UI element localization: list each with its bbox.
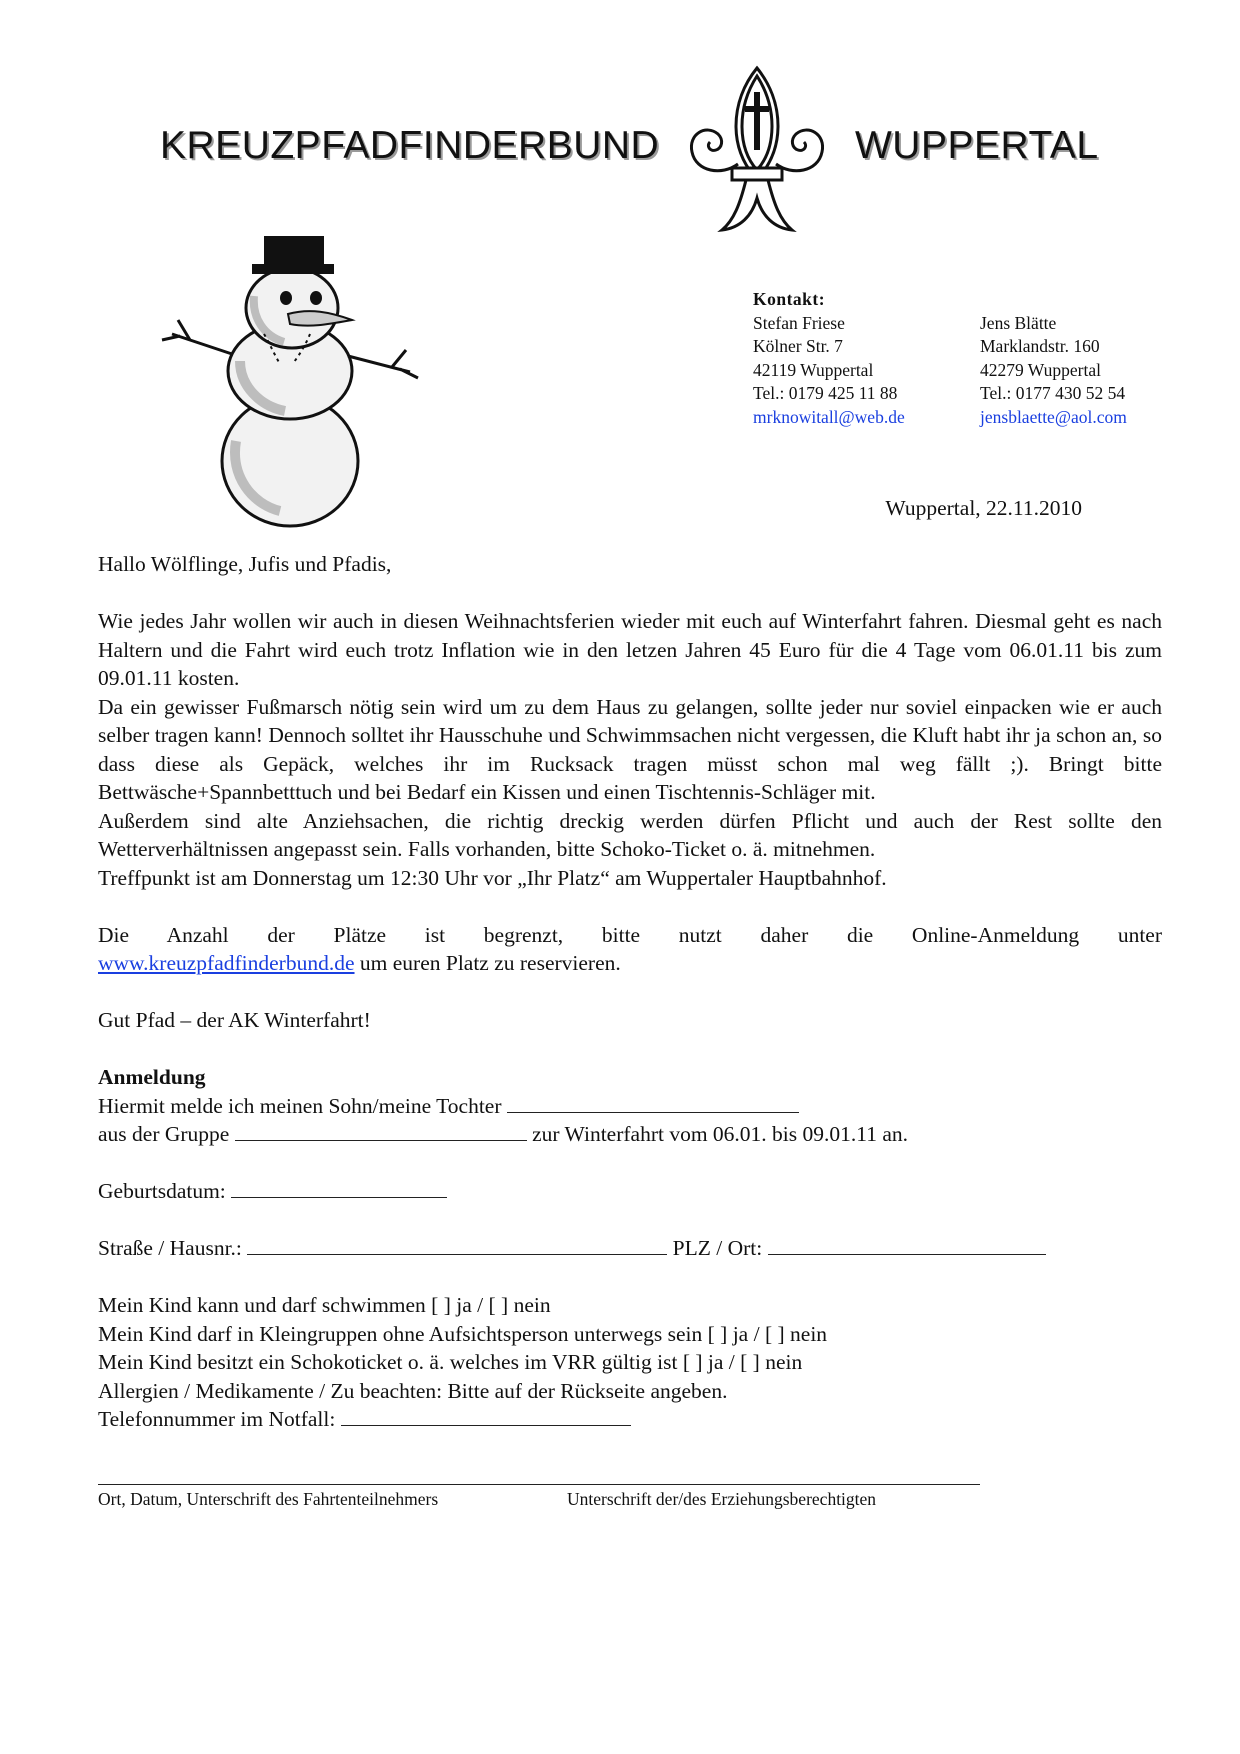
signature-left-caption: Ort, Datum, Unterschrift des Fahrtenteilnehmers — [98, 1489, 439, 1509]
date-line: Wuppertal, 22.11.2010 — [885, 496, 1082, 520]
street-field[interactable] — [247, 1234, 667, 1255]
form-phone-line — [98, 1405, 1162, 1434]
form-birth-line — [98, 1177, 1162, 1206]
paragraph-clothing: Außerdem sind alte Anziehsachen, die richtig dreckig werden dürfen Pflicht und auch der Rest sollte den Wetterverhältnissen angepasst sein. Falls vorhanden, bitte Schoko-Ticket o. ä. mitnehmen. — [98, 808, 1162, 861]
small-groups-question[interactable]: Mein Kind darf in Kleingruppen ohne Aufsichtsperson unterwegs sein [ ] ja / [ ] nein — [98, 1321, 828, 1346]
swim-question[interactable]: Mein Kind kann und darf schwimmen [ ] ja / [ ] nein — [98, 1293, 551, 1317]
emergency-phone-label: Telefonnummer im Notfall: — [98, 1407, 336, 1431]
birthdate-label: Geburtsdatum: — [98, 1179, 226, 1203]
contact1-phone: Tel.: 0179 425 11 88 — [753, 383, 898, 403]
child-name-label: Hiermit melde ich meinen Sohn/meine Tochter — [98, 1093, 502, 1118]
form-child-line — [98, 1092, 1162, 1121]
paragraph-registration-2 — [98, 949, 1162, 978]
signature-right-caption: Unterschrift der/des Erziehungsberechtigten — [567, 1489, 877, 1509]
contact2-city: 42279 Wuppertal — [980, 359, 1101, 380]
form-heading: Anmeldung — [98, 1065, 206, 1089]
paragraph-registration: Die Anzahl der Plätze ist begrenzt, bitte nutzt daher die Online-Anmeldung unter — [98, 922, 1162, 947]
trip-dates-text: zur Winterfahrt vom 06.01. bis 09.01.11 an. — [532, 1122, 909, 1146]
contact2-name: Jens Blätte — [980, 312, 1057, 333]
child-name-field[interactable] — [507, 1092, 799, 1113]
birthdate-field[interactable] — [231, 1177, 447, 1198]
plz-city-field[interactable] — [768, 1234, 1046, 1255]
contact1-email[interactable]: mrknowitall@web.de — [753, 406, 905, 427]
contact2-phone: Tel.: 0177 430 52 54 — [980, 383, 1126, 403]
contact1-city: 42119 Wuppertal — [753, 359, 874, 380]
contact1-name: Stefan Friese — [753, 312, 845, 333]
plz-label: PLZ / Ort: — [672, 1236, 763, 1260]
paragraph-meeting: Treffpunkt ist am Donnerstag um 12:30 Uhr vor „Ihr Platz“ am Wuppertaler Hauptbahnhof. — [98, 865, 887, 890]
paragraph-packing: Da ein gewisser Fußmarsch nötig sein wird um zu dem Haus zu gelangen, sollte jeder nur soviel einpacken wie er auch selber tragen kann! Dennoch solltet ihr Hausschuhe und Schwimmsachen nicht vergessen, die Kluft habt ihr ja schon an, so dass diese als Gepäck, welches ihr im Rucksack tragen müsst schon mal weg fällt ;). Bringt bitte Bettwäsche+Spannbetttuch und bei Bedarf ein Kissen und einen Tischtennis-Schläger mit. — [98, 694, 1162, 804]
paragraph-intro: Wie jedes Jahr wollen wir auch in diesen Weihnachtsferien wieder mit euch auf Winterfahrt fahren. Diesmal geht es nach Haltern und die Fahrt wird euch trotz Inflation wie in den letzen Jahren 45 Euro für die 4 Tage vom 06.01.11 bis zum 09.01.11 kosten. — [98, 609, 1162, 690]
scout-lily-cross-logo — [682, 64, 832, 238]
contact-heading: Kontakt: — [753, 289, 826, 309]
org-name-right: WUPPERTAL — [855, 124, 1099, 167]
emergency-phone-field[interactable] — [341, 1405, 631, 1426]
ticket-question[interactable]: Mein Kind besitzt ein Schokoticket o. ä. welches im VRR gültig ist [ ] ja / [ ] nein — [98, 1350, 803, 1374]
contact2-email[interactable]: jensblaette@aol.com — [980, 406, 1127, 427]
allergies-note: Allergien / Medikamente / Zu beachten: Bitte auf der Rückseite angeben. — [98, 1378, 728, 1403]
org-name-left: KREUZPFADFINDERBUND — [160, 124, 660, 167]
street-label: Straße / Hausnr.: — [98, 1236, 242, 1260]
website-link[interactable]: www.kreuzpfadfinderbund.de — [98, 951, 355, 975]
registration-rest: um euren Platz zu reservieren. — [354, 951, 621, 975]
contact-block-2 — [980, 312, 1127, 430]
snowman-illustration — [160, 236, 430, 536]
closing: Gut Pfad – der AK Winterfahrt! — [98, 1008, 371, 1032]
signature-line[interactable] — [98, 1484, 980, 1485]
contact2-street: Marklandstr. 160 — [980, 336, 1100, 356]
group-field[interactable] — [235, 1120, 527, 1141]
form-group-line — [98, 1120, 1162, 1149]
group-label: aus der Gruppe — [98, 1122, 230, 1146]
greeting: Hallo Wölflinge, Jufis und Pfadis, — [98, 552, 392, 576]
contact-block — [753, 288, 905, 429]
form-address-line — [98, 1234, 1162, 1263]
contact1-street: Kölner Str. 7 — [753, 336, 843, 356]
letter-body — [98, 550, 1162, 1434]
